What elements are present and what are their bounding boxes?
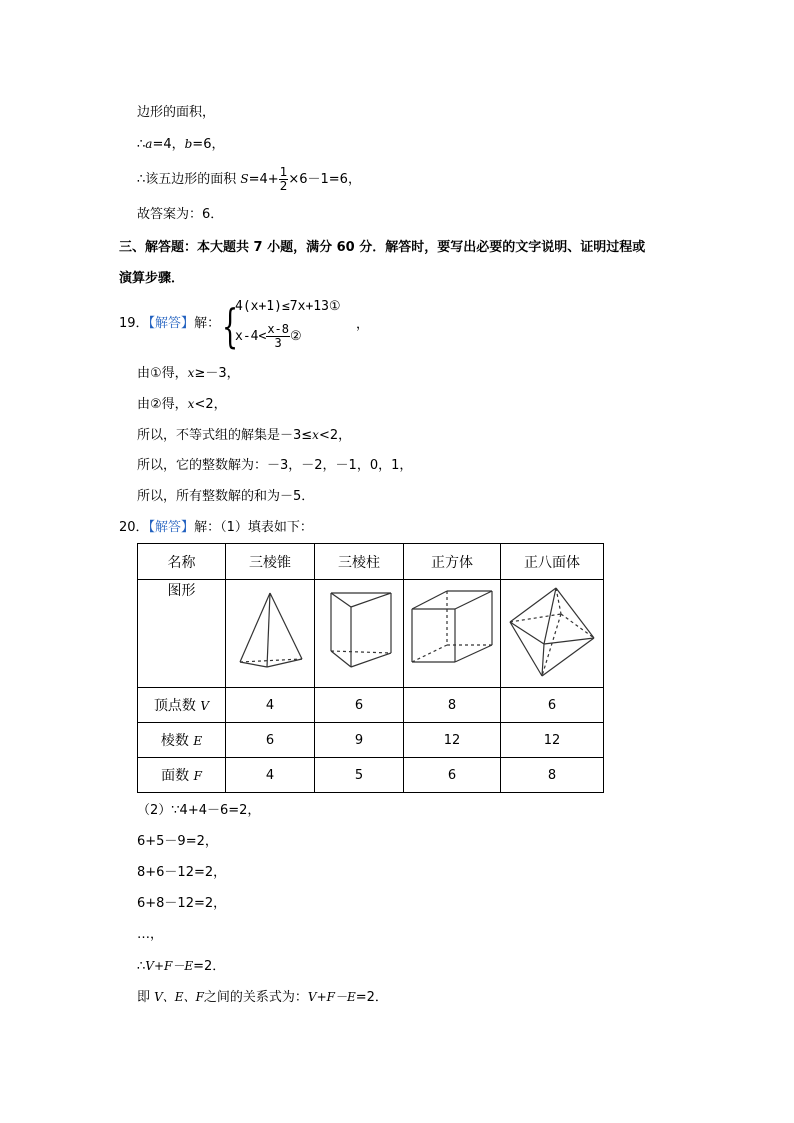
var-x: x [187, 397, 195, 411]
solids-table [137, 543, 604, 793]
q20-calc-line: 8+6－12=2， [137, 865, 227, 880]
text: =6， [192, 137, 225, 152]
text: ≥－3， [194, 366, 240, 381]
question-number: 19． [119, 316, 149, 331]
var-b: b [184, 137, 193, 151]
text: 解： [194, 316, 221, 331]
table-cell: 9 [315, 723, 404, 758]
vars: V、E、F [154, 990, 204, 1004]
circle-2: ② [290, 329, 302, 344]
inequality-2 [235, 321, 302, 353]
table-cell: 4 [226, 758, 315, 793]
figure-label-cell: 图形 [138, 580, 226, 688]
tetrahedron-figure [226, 580, 315, 688]
table-cell: 5 [315, 758, 404, 793]
triangular-prism-figure [315, 580, 404, 688]
text: 解：（1）填表如下： [194, 520, 313, 535]
text: ×6－1=6， [288, 172, 361, 187]
octahedron-figure [501, 580, 604, 688]
q19-step-3 [137, 426, 351, 445]
q19-step-5: 所以，所有整数解的和为－5． [137, 489, 315, 504]
table-cell: 12 [404, 723, 501, 758]
q20-conclusion-line [137, 957, 225, 976]
therefore-symbol: ∴ [137, 959, 146, 974]
table-cell: 8 [404, 688, 501, 723]
fraction-x-8-over-3: $\frac{x-8}{3}$ [267, 322, 289, 350]
text: =4， [152, 137, 185, 152]
text: <2， [194, 397, 227, 412]
table-cell: 12 [501, 723, 604, 758]
q19-step-4: 所以，它的整数解为：－3，－2，－1，0，1， [137, 458, 413, 473]
text-line [137, 135, 224, 154]
table-header-cell: 正八面体 [501, 544, 604, 580]
table-cell: 6 [226, 723, 315, 758]
q19-step-1 [137, 364, 240, 383]
q20-part2-line: （2）∵4+4－6=2， [137, 803, 261, 818]
var-a: a [145, 137, 153, 151]
row-label-edges: 棱数 E [138, 723, 226, 758]
text: =4+ [248, 172, 279, 187]
text: <2， [318, 428, 352, 443]
section-title: 三、解答题：本大题共 7 小题，满分 60 分．解答时，要写出必要的文字说明、证明过程或 [119, 240, 646, 255]
var-x: x [312, 428, 319, 442]
table-cell: 8 [501, 758, 604, 793]
system-brace: { [222, 299, 239, 353]
q20-calc-line: 6+8－12=2， [137, 896, 227, 911]
answer-tag: 【解答】 [148, 316, 195, 331]
answer-tag: 【解答】 [148, 520, 195, 535]
text: =2． [193, 959, 226, 974]
q20-heading [119, 519, 313, 537]
inequality-1: 4(x+1)≤7x+13① [235, 299, 341, 314]
text: 之间的关系式为： [203, 990, 308, 1005]
comma: ， [356, 317, 370, 332]
area-formula-line [137, 166, 361, 193]
therefore-symbol: ∴ [137, 137, 146, 152]
answer-line: 故答案为：6． [137, 207, 224, 222]
text: ∴该五边形的面积 [137, 172, 241, 187]
text: =2． [355, 990, 388, 1005]
expr: V+F－E [145, 959, 194, 973]
text: 由①得， [137, 366, 188, 381]
table-header-cell: 三棱锥 [226, 544, 315, 580]
var-x: x [187, 366, 195, 380]
table-header-cell: 正方体 [404, 544, 501, 580]
expr: V+F－E [307, 990, 356, 1004]
tetrahedron-drawing [230, 587, 310, 677]
section-title-cont: 演算步骤． [119, 271, 185, 286]
ellipsis-line: …， [137, 927, 164, 942]
question-number: 20． [119, 520, 149, 535]
q20-relation-line [137, 988, 388, 1007]
text: x-4< [235, 329, 267, 344]
table-header-cell: 名称 [138, 544, 226, 580]
prism-drawing [319, 587, 399, 677]
text: 所以，不等式组的解集是－3≤ [137, 428, 313, 443]
row-label-faces: 面数 F [138, 758, 226, 793]
table-cell: 6 [501, 688, 604, 723]
cube-drawing [407, 587, 497, 677]
table-cell: 6 [315, 688, 404, 723]
text: 即 [137, 990, 155, 1005]
text: 由②得， [137, 397, 188, 412]
var-S: S [240, 172, 249, 186]
table-header-cell: 三棱柱 [315, 544, 404, 580]
q19-step-2 [137, 395, 227, 414]
q19-heading [119, 315, 220, 333]
table-cell: 6 [404, 758, 501, 793]
text-line: 边形的面积， [137, 105, 216, 120]
fraction-half: $\frac{1}{2}$ [279, 165, 288, 193]
row-label-vertices: 顶点数 V [138, 688, 226, 723]
q20-calc-line: 6+5－9=2， [137, 834, 218, 849]
octahedron-drawing [504, 584, 600, 680]
cube-figure [404, 580, 501, 688]
table-cell: 4 [226, 688, 315, 723]
